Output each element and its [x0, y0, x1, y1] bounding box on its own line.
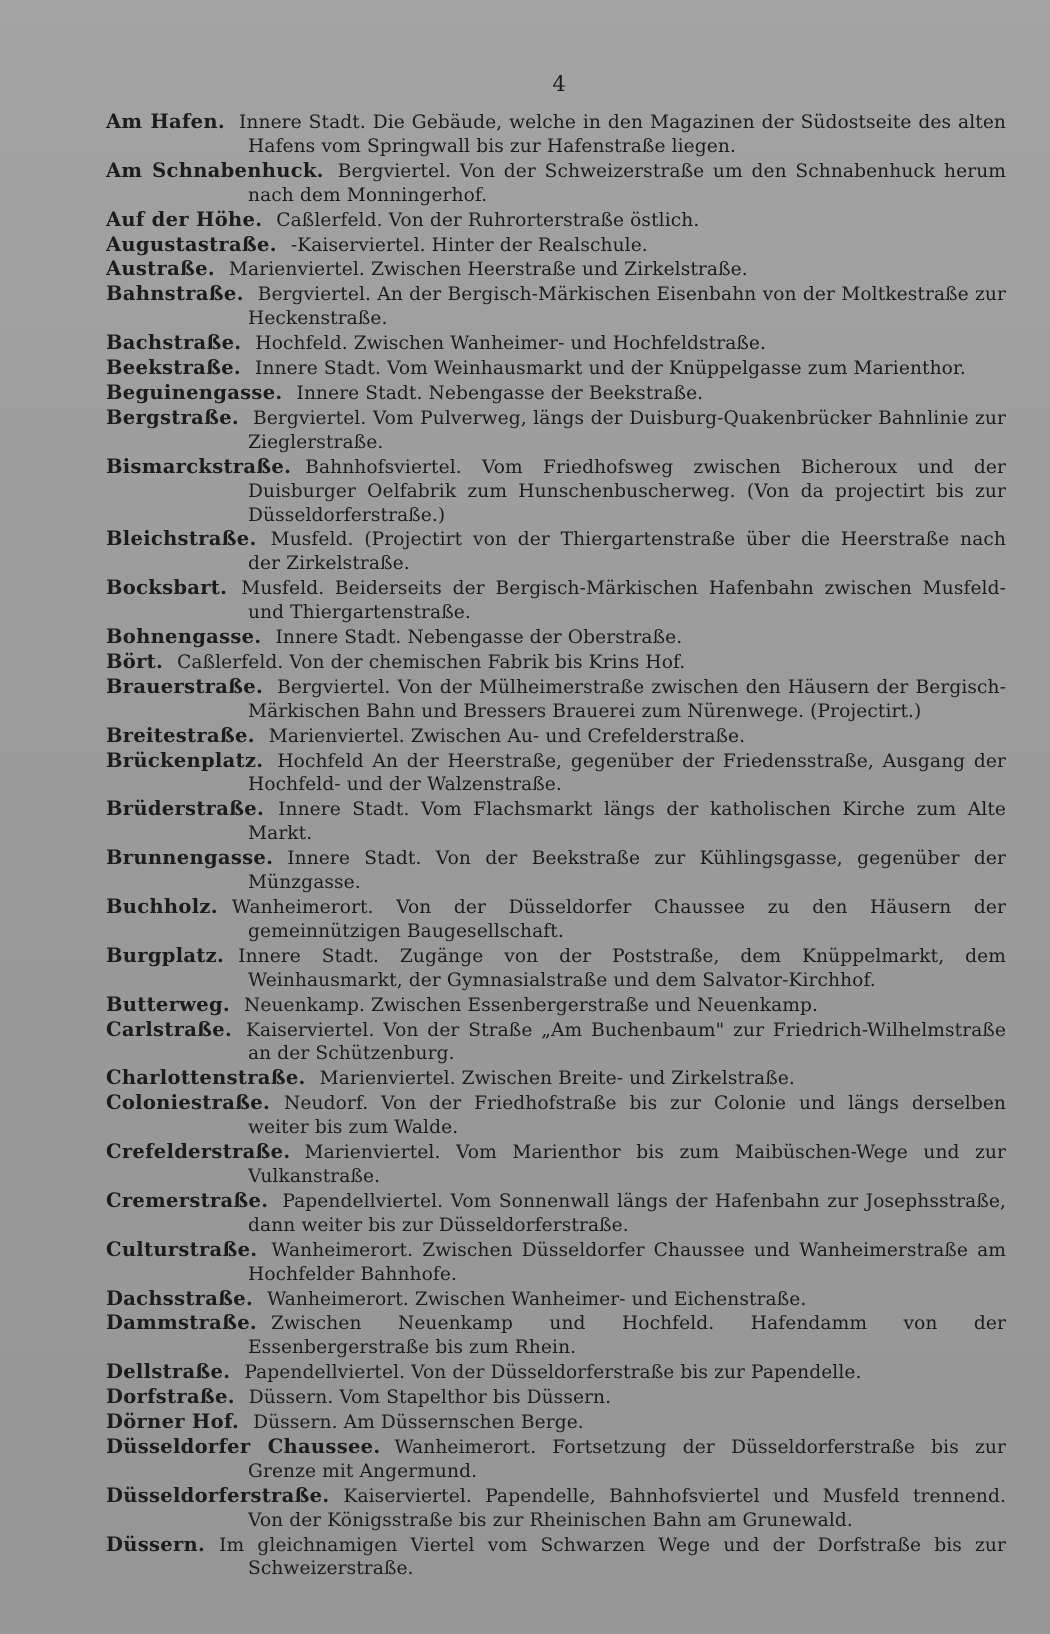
- entry-description: Innere Stadt. Nebengasse der Oberstraße.: [275, 627, 683, 649]
- directory-entry: [106, 159, 1006, 208]
- directory-entry: [106, 1435, 1006, 1484]
- entry-description: Neuenkamp. Zwischen Essenbergerstraße und Neuenkamp.: [243, 994, 819, 1016]
- entry-street-name: Bleichstraße.: [106, 527, 257, 551]
- entry-street-name: Dorfstraße.: [106, 1385, 235, 1409]
- entry-description: Im gleichnamigen Viertel vom Schwarzen Wege und der Dorfstraße bis zur Schweizerstraße.: [219, 1534, 1006, 1580]
- entry-street-name: Carlstraße.: [106, 1017, 233, 1041]
- entry-description: Bergviertel. Vom Pulverweg, längs der Duisburg-Quakenbrücker Bahnlinie zur Zieglerstraße.: [248, 407, 1006, 453]
- directory-entry: [106, 1189, 1006, 1238]
- entry-description: Marienviertel. Zwischen Au- und Crefelderstraße.: [268, 725, 746, 747]
- entry-description: Wanheimerort. Fortsetzung der Düsseldorferstraße bis zur Grenze mit Angermund.: [248, 1436, 1006, 1482]
- directory-entry: [106, 527, 1006, 576]
- entry-description: Caßlerfeld. Von der chemischen Fabrik bis Krins Hof.: [177, 651, 686, 673]
- entry-street-name: Dammstraße.: [106, 1311, 258, 1335]
- entry-description: Wanheimerort. Zwischen Düsseldorfer Chaussee und Wanheimerstraße am Hochfelder Bahnhofe.: [248, 1239, 1006, 1285]
- entry-street-name: Düsseldorfer Chaussee.: [106, 1434, 381, 1458]
- directory-entry: [106, 1091, 1006, 1140]
- directory-entry: [106, 895, 1006, 944]
- entry-description: Marienviertel. Zwischen Heerstraße und Zirkelstraße.: [228, 259, 748, 281]
- entry-street-name: Bergstraße.: [106, 405, 240, 429]
- entry-street-name: Dellstraße.: [106, 1360, 231, 1384]
- entry-street-name: Breitestraße.: [106, 723, 255, 747]
- entry-street-name: Brüderstraße.: [106, 797, 265, 821]
- entry-description: Kaiserviertel. Von der Straße „Am Buchenbaum" zur Friedrich-Wilhelmstraße an der Schützenburg.: [246, 1019, 1006, 1065]
- entry-street-name: Brunnengasse.: [106, 846, 274, 870]
- directory-entry: [106, 1238, 1006, 1287]
- directory-entry: [106, 1484, 1006, 1533]
- directory-entry: [106, 331, 1006, 356]
- entry-street-name: Buchholz.: [106, 895, 218, 918]
- entry-description: Bergviertel. An der Bergisch-Märkischen Eisenbahn von der Moltkestraße zur Heckenstraße.: [248, 284, 1006, 330]
- entry-description: Düssern. Am Düssernschen Berge.: [253, 1412, 584, 1434]
- entry-street-name: Coloniestraße.: [106, 1091, 271, 1115]
- entry-description: Musfeld. Beiderseits der Bergisch-Märkischen Hafenbahn zwischen Musfeld- und Thiergartenstraße.: [241, 578, 1006, 624]
- entry-street-name: Düssern.: [106, 1532, 206, 1556]
- entry-description: Düssern. Vom Stapelthor bis Düssern.: [248, 1387, 612, 1409]
- entry-description: Papendellviertel. Von der Düsseldorferstraße bis zur Papendelle.: [244, 1362, 862, 1384]
- directory-entry: [106, 1533, 1006, 1582]
- entry-description: Papendellviertel. Vom Sonnenwall längs der Hafenbahn zur Josephsstraße, dann weiter bis zur Düsseldorferstraße.: [248, 1190, 1006, 1236]
- directory-entry: [106, 455, 1006, 528]
- entry-street-name: Düsseldorferstraße.: [106, 1483, 330, 1507]
- entry-description: Hochfeld. Zwischen Wanheimer- und Hochfeldstraße.: [255, 333, 767, 355]
- entry-street-name: Auf der Höhe.: [106, 207, 263, 231]
- directory-entry: [106, 1018, 1006, 1067]
- entry-street-name: Dachsstraße.: [106, 1286, 254, 1310]
- directory-entry: [106, 356, 1006, 381]
- entry-street-name: Bachstraße.: [106, 331, 242, 355]
- directory-entry: [106, 675, 1006, 724]
- entry-description: Wanheimerort. Von der Düsseldorfer Chaussee zu den Häusern der gemeinnützigen Baugesellschaft.: [231, 897, 1006, 942]
- entry-description: Neudorf. Von der Friedhofstraße bis zur Colonie und längs derselben weiter bis zum Walde.: [248, 1093, 1006, 1139]
- page-number: 4: [552, 72, 566, 96]
- entry-street-name: Dörner Hof.: [106, 1410, 240, 1434]
- entry-description: Bergviertel. Von der Schweizerstraße um den Schnabenhuck herum nach dem Monningerhof.: [248, 160, 1006, 206]
- directory-entry: [106, 110, 1006, 159]
- entry-description: Innere Stadt. Vom Weinhausmarkt und der Knüppelgasse zum Marienthor.: [255, 358, 966, 380]
- entry-description: Marienviertel. Zwischen Breite- und Zirkelstraße.: [319, 1068, 795, 1090]
- directory-entry: [106, 208, 1006, 233]
- directory-entry: [106, 846, 1006, 895]
- entry-description: Innere Stadt. Die Gebäude, welche in den Magazinen der Südostseite des alten Hafens vom Springwall bis zur Hafenstraße liegen.: [238, 112, 1006, 157]
- directory-entry: [106, 282, 1006, 331]
- directory-entry: [106, 724, 1006, 749]
- entry-street-name: Am Schnabenhuck.: [106, 158, 324, 182]
- directory-entry: [106, 1410, 1006, 1435]
- directory-entry: [106, 406, 1006, 455]
- entry-description: Innere Stadt. Vom Flachsmarkt längs der katholischen Kirche zum Alte Markt.: [248, 799, 1006, 845]
- directory-entry: [106, 381, 1006, 406]
- directory-entry: [106, 1311, 1006, 1360]
- directory-entry: [106, 257, 1006, 282]
- directory-entry: [106, 749, 1006, 798]
- entry-description: Caßlerfeld. Von der Ruhrorterstraße östlich.: [276, 209, 700, 231]
- directory-entry: [106, 1066, 1006, 1091]
- entry-street-name: Crefelderstraße.: [106, 1140, 291, 1164]
- entry-description: Bergviertel. Von der Mülheimerstraße zwischen den Häusern der Bergisch-Märkischen Bahn und Bressers Brauerei zum Nürenwege. (Projectirt.): [248, 676, 1006, 722]
- entry-street-name: Butterweg.: [106, 992, 230, 1016]
- entry-description: Innere Stadt. Nebengasse der Beekstraße.: [296, 382, 704, 404]
- entry-street-name: Bismarckstraße.: [106, 454, 292, 478]
- entry-street-name: Bört.: [106, 649, 164, 673]
- entry-street-name: Bahnstraße.: [106, 282, 244, 306]
- entry-street-name: Cremerstraße.: [106, 1188, 269, 1212]
- directory-entry: [106, 944, 1006, 993]
- entry-street-name: Charlottenstraße.: [106, 1066, 306, 1090]
- entry-street-name: Austraße.: [106, 257, 215, 281]
- entry-street-name: Am Hafen.: [106, 110, 225, 133]
- directory-entry: [106, 1360, 1006, 1385]
- street-directory-list: [106, 110, 1006, 1581]
- directory-entry: [106, 650, 1006, 675]
- entry-street-name: Culturstraße.: [106, 1237, 258, 1261]
- entry-description: Musfeld. (Projectirt von der Thiergartenstraße über die Heerstraße nach der Zirkelstraße.: [248, 529, 1006, 575]
- entry-street-name: Burgplatz.: [106, 943, 225, 967]
- entry-description: Wanheimerort. Zwischen Wanheimer- und Eichenstraße.: [267, 1288, 807, 1310]
- directory-entry: [106, 625, 1006, 650]
- entry-street-name: Brückenplatz.: [106, 748, 264, 772]
- entry-description: Kaiserviertel. Papendelle, Bahnhofsviertel und Musfeld trennend. Von der Königsstraße bis zur Rheinischen Bahn am Grunewald.: [248, 1485, 1006, 1531]
- entry-description: Innere Stadt. Von der Beekstraße zur Kühlingsgasse, gegenüber der Münzgasse.: [248, 848, 1006, 894]
- entry-description: Marienviertel. Vom Marienthor bis zum Maibüschen-Wege und zur Vulkanstraße.: [248, 1142, 1006, 1187]
- entry-street-name: Bohnengasse.: [106, 625, 262, 649]
- directory-entry: [106, 993, 1006, 1018]
- directory-entry: [106, 1140, 1006, 1189]
- entry-description: Innere Stadt. Zugänge von der Poststraße, dem Knüppelmarkt, dem Weinhausmarkt, der Gymnasialstraße und dem Salvator-Kirchhof.: [238, 945, 1006, 991]
- entry-description: Bahnhofsviertel. Vom Friedhofsweg zwischen Bicheroux und der Duisburger Oelfabrik zum Hunschenbuscherweg. (Von da projectirt bis zur Düsseldorferstraße.): [248, 456, 1006, 526]
- entry-description: -Kaiserviertel. Hinter der Realschule.: [290, 234, 648, 256]
- entry-street-name: Bocksbart.: [106, 576, 228, 600]
- directory-entry: [106, 797, 1006, 846]
- entry-street-name: Augustastraße.: [106, 232, 277, 256]
- entry-description: Zwischen Neuenkamp und Hochfeld. Hafendamm von der Essenbergerstraße bis zum Rhein.: [248, 1313, 1006, 1359]
- entry-street-name: Beguinengasse.: [106, 380, 283, 404]
- directory-entry: [106, 576, 1006, 625]
- entry-street-name: Beekstraße.: [106, 356, 242, 380]
- directory-entry: [106, 1385, 1006, 1410]
- directory-entry: [106, 1287, 1006, 1312]
- entry-description: Hochfeld An der Heerstraße, gegenüber der Friedensstraße, Ausgang der Hochfeld- und der Walzenstraße.: [248, 750, 1006, 796]
- directory-entry: [106, 233, 1006, 258]
- entry-street-name: Brauerstraße.: [106, 674, 264, 698]
